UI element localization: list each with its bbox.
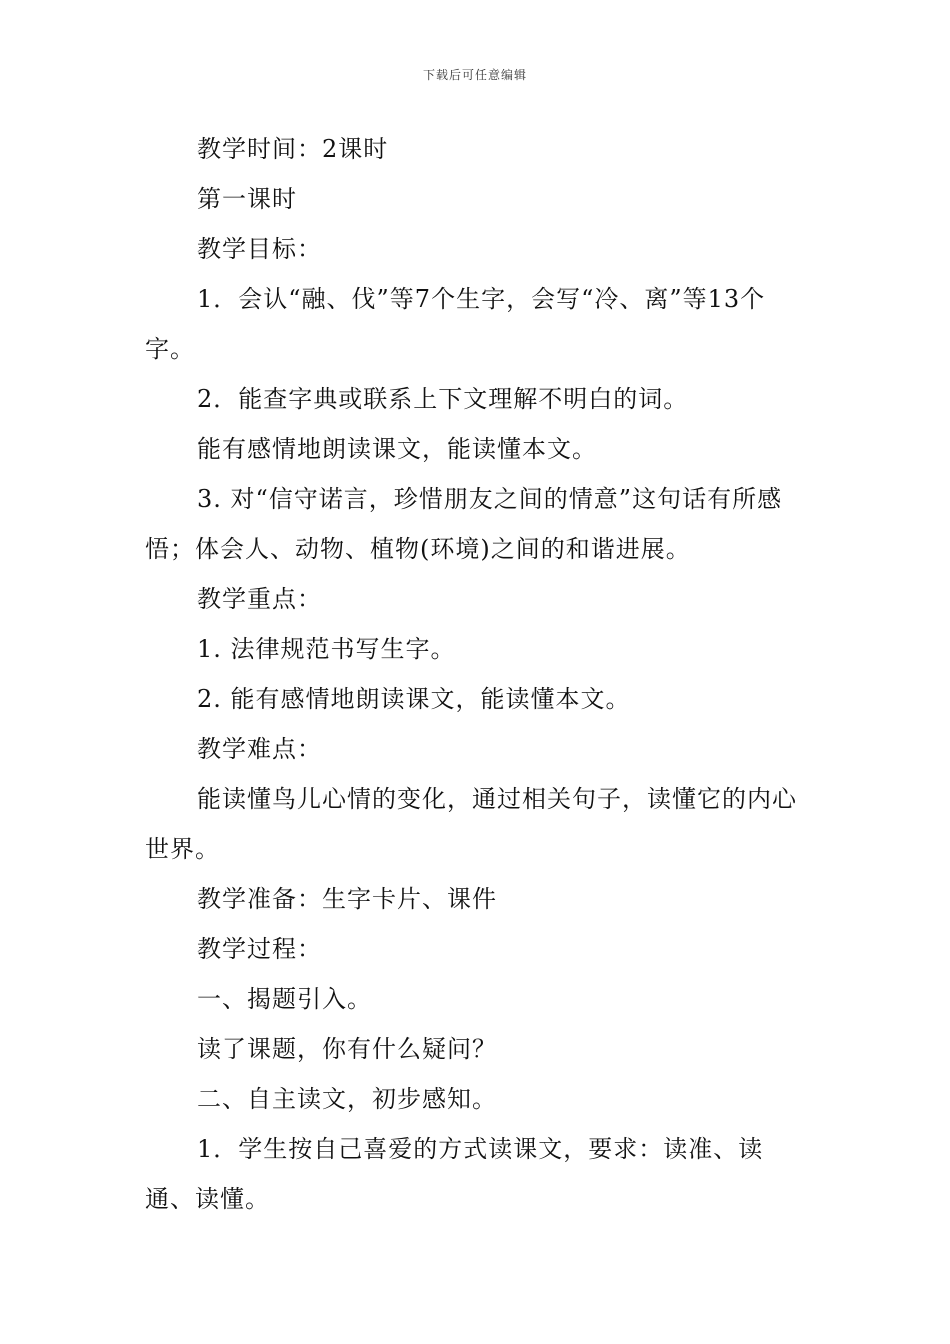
paragraph-difficulty-1: 能读懂鸟儿心情的变化，通过相关句子，读懂它的内心世界。: [145, 785, 797, 863]
paragraph-objective-3: 3. 对“信守诺言，珍惜朋友之间的情意”这句话有所感悟；体会人、动物、植物(环境)之间的和谐进展。: [145, 485, 783, 563]
paragraph-difficulties-heading: 教学难点：: [197, 735, 322, 763]
page-header-note: 下载后可任意编辑: [422, 68, 527, 82]
paragraph-step-1-question: 读了课题，你有什么疑问？: [197, 1035, 497, 1063]
paragraph-objective-1: 1．会认“融、伐”等7个生字，会写“冷、离”等13个字。: [145, 285, 766, 363]
paragraph-objective-2: 2．能查字典或联系上下文理解不明白的词。: [197, 385, 689, 413]
paragraph-first-lesson: 第一课时: [197, 185, 297, 213]
paragraph-objective-2b: 能有感情地朗读课文，能读懂本文。: [197, 435, 597, 463]
document-body: [145, 124, 813, 1224]
paragraph-objectives-heading: 教学目标：: [197, 235, 322, 263]
paragraph-step-2: 二、自主读文，初步感知。: [197, 1085, 497, 1113]
paragraph-key-point-2: 2. 能有感情地朗读课文，能读懂本文。: [197, 685, 631, 713]
paragraph-process-heading: 教学过程：: [197, 935, 322, 963]
paragraph-key-point-1: 1. 法律规范书写生字。: [197, 635, 456, 663]
paragraph-step-1: 一、揭题引入。: [197, 985, 372, 1013]
paragraph-step-2-item-1: 1．学生按自己喜爱的方式读课文，要求：读准、读通、读懂。: [145, 1135, 764, 1213]
paragraph-teaching-time: 教学时间：2课时: [197, 135, 389, 163]
paragraph-preparation: 教学准备：生字卡片、课件: [197, 885, 497, 913]
paragraph-key-points-heading: 教学重点：: [197, 585, 322, 613]
